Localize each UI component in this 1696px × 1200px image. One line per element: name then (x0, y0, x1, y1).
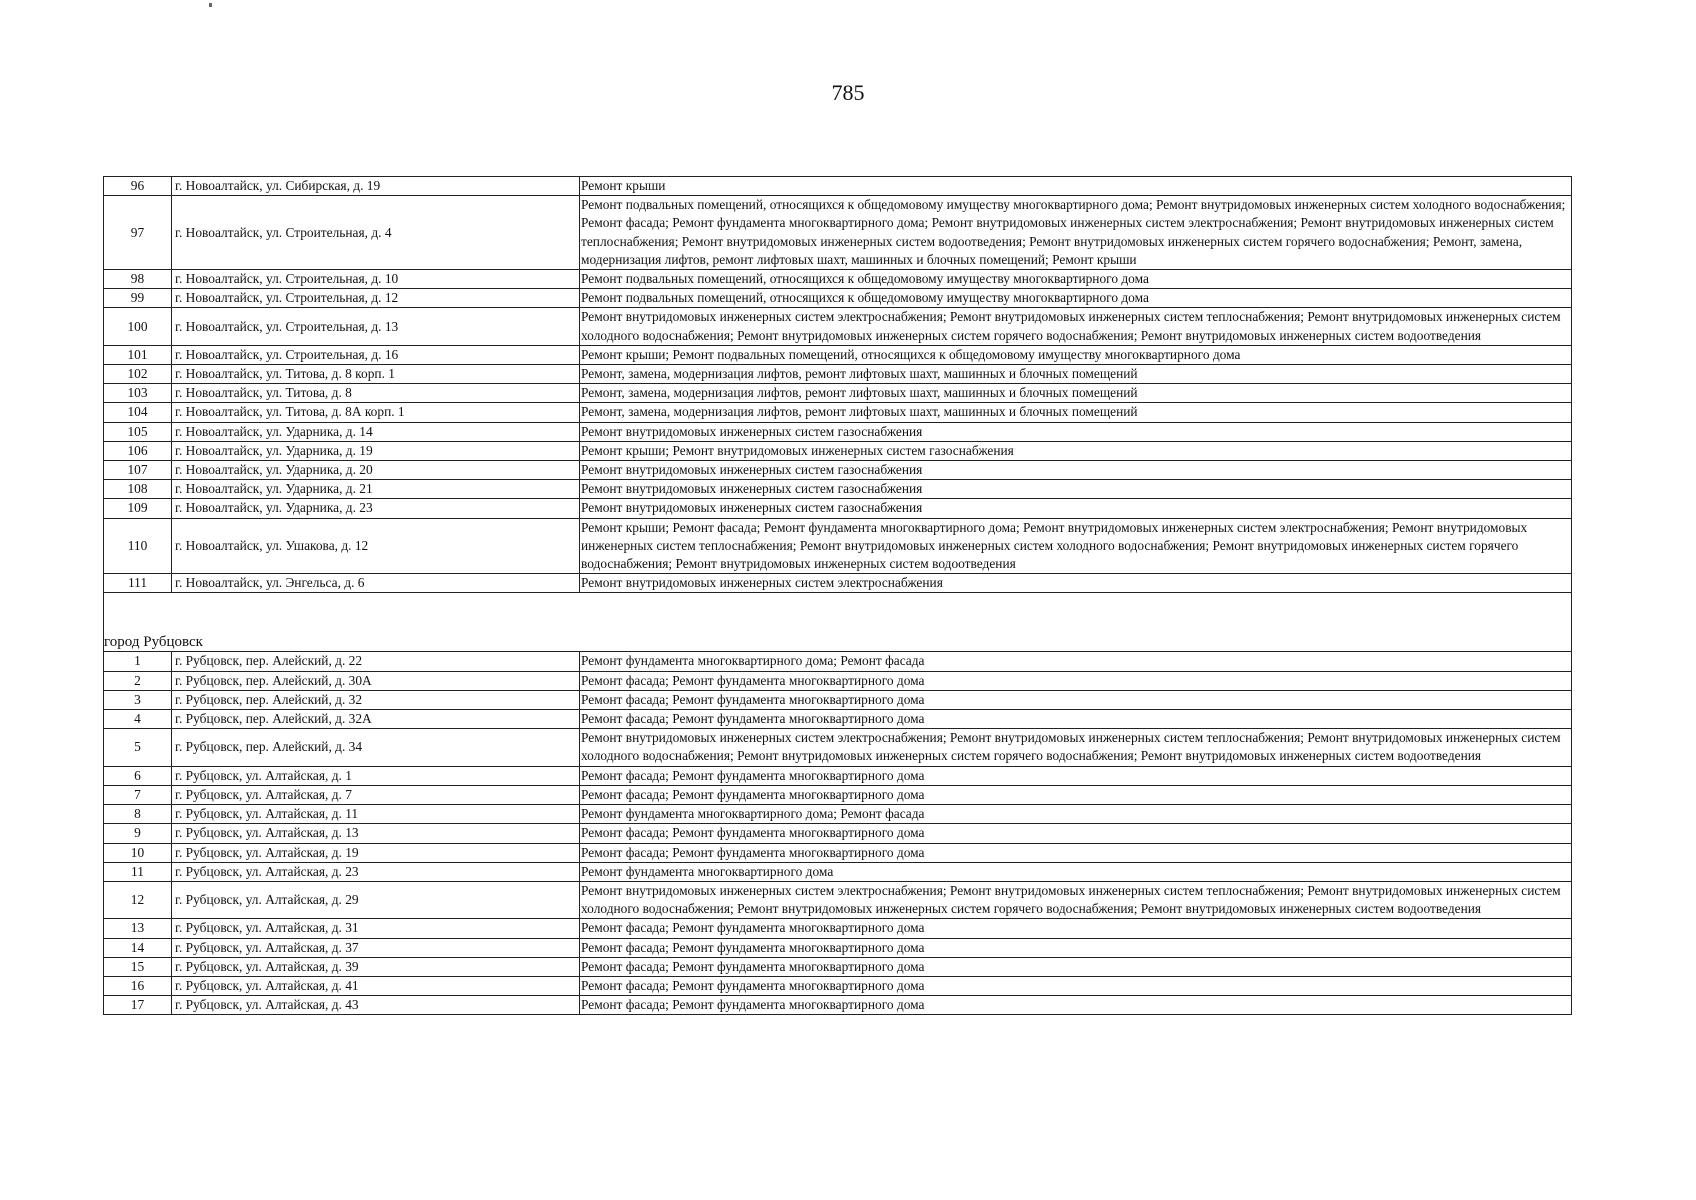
row-number: 97 (104, 196, 172, 270)
row-work-types: Ремонт, замена, модернизация лифтов, ремонт лифтовых шахт, машинных и блочных помещений (580, 365, 1572, 384)
table-row (104, 881, 1572, 918)
table-row (104, 824, 1572, 843)
row-address: г. Новоалтайск, ул. Энгельса, д. 6 (172, 574, 580, 593)
table-row (104, 403, 1572, 422)
row-work-types: Ремонт фасада; Ремонт фундамента многоквартирного дома (580, 938, 1572, 957)
table-row (104, 671, 1572, 690)
row-address: г. Новоалтайск, ул. Строительная, д. 13 (172, 308, 580, 345)
row-address: г. Рубцовск, ул. Алтайская, д. 41 (172, 976, 580, 995)
row-number: 8 (104, 805, 172, 824)
row-work-types: Ремонт фасада; Ремонт фундамента многоквартирного дома (580, 824, 1572, 843)
row-address: г. Рубцовск, ул. Алтайская, д. 31 (172, 919, 580, 938)
table-row (104, 365, 1572, 384)
table-row (104, 499, 1572, 518)
table-row (104, 996, 1572, 1015)
row-work-types: Ремонт фасада; Ремонт фундамента многоквартирного дома (580, 957, 1572, 976)
row-work-types: Ремонт крыши (580, 177, 1572, 196)
row-address: г. Рубцовск, ул. Алтайская, д. 19 (172, 843, 580, 862)
row-address: г. Рубцовск, пер. Алейский, д. 32 (172, 690, 580, 709)
row-work-types: Ремонт фундамента многоквартирного дома (580, 862, 1572, 881)
row-address: г. Новоалтайск, ул. Ушакова, д. 12 (172, 518, 580, 574)
scan-mark (209, 3, 212, 7)
row-work-types: Ремонт фасада; Ремонт фундамента многоквартирного дома (580, 976, 1572, 995)
row-work-types: Ремонт внутридомовых инженерных систем электроснабжения; Ремонт внутридомовых инженерных систем теплоснабжения; Ремонт внутридомовых инженерных систем холодного водоснабжения; Ремонт внутридомовых инженерных систем горячего водоснабжения; Ремонт внутридомовых инженерных систем водоотведения (580, 881, 1572, 918)
table-row (104, 690, 1572, 709)
row-number: 2 (104, 671, 172, 690)
table-row (104, 938, 1572, 957)
row-address: г. Новоалтайск, ул. Титова, д. 8 корп. 1 (172, 365, 580, 384)
table-row (104, 957, 1572, 976)
row-work-types: Ремонт фундамента многоквартирного дома; Ремонт фасада (580, 805, 1572, 824)
row-address: г. Новоалтайск, ул. Ударника, д. 21 (172, 480, 580, 499)
row-address: г. Рубцовск, ул. Алтайская, д. 1 (172, 766, 580, 785)
row-work-types: Ремонт внутридомовых инженерных систем газоснабжения (580, 499, 1572, 518)
row-address: г. Рубцовск, ул. Алтайская, д. 37 (172, 938, 580, 957)
row-address: г. Новоалтайск, ул. Ударника, д. 23 (172, 499, 580, 518)
row-number: 6 (104, 766, 172, 785)
row-number: 104 (104, 403, 172, 422)
row-address: г. Новоалтайск, ул. Строительная, д. 4 (172, 196, 580, 270)
row-number: 14 (104, 938, 172, 957)
row-address: г. Новоалтайск, ул. Ударника, д. 20 (172, 461, 580, 480)
table-row (104, 843, 1572, 862)
row-address: г. Новоалтайск, ул. Титова, д. 8А корп. 1 (172, 403, 580, 422)
table-row (104, 384, 1572, 403)
row-work-types: Ремонт внутридомовых инженерных систем газоснабжения (580, 422, 1572, 441)
section-block (104, 593, 1572, 652)
table-row (104, 785, 1572, 804)
table-row (104, 461, 1572, 480)
row-work-types: Ремонт, замена, модернизация лифтов, ремонт лифтовых шахт, машинных и блочных помещений (580, 403, 1572, 422)
table-row (104, 729, 1572, 766)
section-spacer-row (104, 593, 1572, 614)
row-address: г. Рубцовск, пер. Алейский, д. 30А (172, 671, 580, 690)
row-work-types: Ремонт фасада; Ремонт фундамента многоквартирного дома (580, 785, 1572, 804)
row-work-types: Ремонт фасада; Ремонт фундамента многоквартирного дома (580, 843, 1572, 862)
row-number: 105 (104, 422, 172, 441)
row-work-types: Ремонт подвальных помещений, относящихся к общедомовому имуществу многоквартирного дома (580, 270, 1572, 289)
row-number: 3 (104, 690, 172, 709)
row-number: 13 (104, 919, 172, 938)
row-number: 11 (104, 862, 172, 881)
row-number: 16 (104, 976, 172, 995)
row-number: 107 (104, 461, 172, 480)
row-number: 103 (104, 384, 172, 403)
row-work-types: Ремонт внутридомовых инженерных систем газоснабжения (580, 480, 1572, 499)
row-work-types: Ремонт внутридомовых инженерных систем электроснабжения (580, 574, 1572, 593)
table-row (104, 196, 1572, 270)
row-work-types: Ремонт подвальных помещений, относящихся к общедомовому имуществу многоквартирного дома; Ремонт внутридомовых инженерных систем холодного водоснабжения; Ремонт фасада; Ремонт фундамента многоквартирного дома; Ремонт внутридомовых инженерных систем электроснабжения; Ремонт внутридомовых инженерных систем теплоснабжения; Ремонт внутридомовых инженерных систем водоотведения; Ремонт внутридомовых инженерных систем горячего водоснабжения; Ремонт, замена, модернизация лифтов, ремонт лифтовых шахт, машинных и блочных помещений; Ремонт крыши (580, 196, 1572, 270)
row-number: 17 (104, 996, 172, 1015)
row-work-types: Ремонт внутридомовых инженерных систем электроснабжения; Ремонт внутридомовых инженерных систем теплоснабжения; Ремонт внутридомовых инженерных систем холодного водоснабжения; Ремонт внутридомовых инженерных систем горячего водоснабжения; Ремонт внутридомовых инженерных систем водоотведения (580, 729, 1572, 766)
row-address: г. Новоалтайск, ул. Титова, д. 8 (172, 384, 580, 403)
row-work-types: Ремонт фундамента многоквартирного дома; Ремонт фасада (580, 652, 1572, 671)
row-address: г. Рубцовск, пер. Алейский, д. 22 (172, 652, 580, 671)
row-number: 9 (104, 824, 172, 843)
row-address: г. Рубцовск, ул. Алтайская, д. 11 (172, 805, 580, 824)
row-address: г. Рубцовск, пер. Алейский, д. 32А (172, 710, 580, 729)
row-address: г. Новоалтайск, ул. Ударника, д. 14 (172, 422, 580, 441)
row-number: 5 (104, 729, 172, 766)
table-row (104, 289, 1572, 308)
row-number: 7 (104, 785, 172, 804)
row-number: 100 (104, 308, 172, 345)
row-work-types: Ремонт фасада; Ремонт фундамента многоквартирного дома (580, 996, 1572, 1015)
row-address: г. Новоалтайск, ул. Строительная, д. 12 (172, 289, 580, 308)
section-title: город Рубцовск (104, 613, 1572, 652)
row-address: г. Рубцовск, ул. Алтайская, д. 13 (172, 824, 580, 843)
row-number: 12 (104, 881, 172, 918)
table-group-rubtsovsk (104, 652, 1572, 1015)
row-address: г. Новоалтайск, ул. Ударника, д. 19 (172, 441, 580, 460)
table-row (104, 652, 1572, 671)
row-number: 111 (104, 574, 172, 593)
row-number: 10 (104, 843, 172, 862)
table-row (104, 574, 1572, 593)
row-work-types: Ремонт, замена, модернизация лифтов, ремонт лифтовых шахт, машинных и блочных помещений (580, 384, 1572, 403)
row-number: 15 (104, 957, 172, 976)
table-row (104, 422, 1572, 441)
row-number: 98 (104, 270, 172, 289)
row-address: г. Рубцовск, ул. Алтайская, д. 43 (172, 996, 580, 1015)
row-work-types: Ремонт подвальных помещений, относящихся к общедомовому имуществу многоквартирного дома (580, 289, 1572, 308)
row-work-types: Ремонт внутридомовых инженерных систем электроснабжения; Ремонт внутридомовых инженерных систем теплоснабжения; Ремонт внутридомовых инженерных систем холодного водоснабжения; Ремонт внутридомовых инженерных систем горячего водоснабжения; Ремонт внутридомовых инженерных систем водоотведения (580, 308, 1572, 345)
repair-table (103, 176, 1572, 1015)
table-row (104, 177, 1572, 196)
row-address: г. Новоалтайск, ул. Сибирская, д. 19 (172, 177, 580, 196)
row-number: 109 (104, 499, 172, 518)
table-row (104, 766, 1572, 785)
table-row (104, 862, 1572, 881)
row-number: 4 (104, 710, 172, 729)
row-work-types: Ремонт фасада; Ремонт фундамента многоквартирного дома (580, 671, 1572, 690)
row-number: 99 (104, 289, 172, 308)
row-number: 106 (104, 441, 172, 460)
row-address: г. Рубцовск, ул. Алтайская, д. 7 (172, 785, 580, 804)
section-header-row (104, 613, 1572, 652)
row-address: г. Новоалтайск, ул. Строительная, д. 10 (172, 270, 580, 289)
row-work-types: Ремонт крыши; Ремонт внутридомовых инженерных систем газоснабжения (580, 441, 1572, 460)
table-row (104, 345, 1572, 364)
row-number: 96 (104, 177, 172, 196)
row-number: 108 (104, 480, 172, 499)
row-address: г. Рубцовск, ул. Алтайская, д. 23 (172, 862, 580, 881)
row-work-types: Ремонт фасада; Ремонт фундамента многоквартирного дома (580, 690, 1572, 709)
row-address: г. Рубцовск, ул. Алтайская, д. 39 (172, 957, 580, 976)
table-row (104, 919, 1572, 938)
row-number: 1 (104, 652, 172, 671)
table-row (104, 710, 1572, 729)
row-work-types: Ремонт фасада; Ремонт фундамента многоквартирного дома (580, 766, 1572, 785)
table-group-novoaltaysk (104, 177, 1572, 593)
table-row (104, 270, 1572, 289)
row-work-types: Ремонт фасада; Ремонт фундамента многоквартирного дома (580, 919, 1572, 938)
page-number: 785 (831, 80, 865, 105)
row-work-types: Ремонт крыши; Ремонт подвальных помещений, относящихся к общедомовому имуществу многоквартирного дома (580, 345, 1572, 364)
table-row (104, 976, 1572, 995)
table-row (104, 480, 1572, 499)
row-number: 101 (104, 345, 172, 364)
row-work-types: Ремонт внутридомовых инженерных систем газоснабжения (580, 461, 1572, 480)
row-address: г. Рубцовск, пер. Алейский, д. 34 (172, 729, 580, 766)
row-address: г. Рубцовск, ул. Алтайская, д. 29 (172, 881, 580, 918)
table-row (104, 441, 1572, 460)
row-work-types: Ремонт крыши; Ремонт фасада; Ремонт фундамента многоквартирного дома; Ремонт внутридомовых инженерных систем электроснабжения; Ремонт внутридомовых инженерных систем теплоснабжения; Ремонт внутридомовых инженерных систем холодного водоснабжения; Ремонт внутридомовых инженерных систем горячего водоснабжения; Ремонт внутридомовых инженерных систем водоотведения (580, 518, 1572, 574)
table-row (104, 308, 1572, 345)
row-address: г. Новоалтайск, ул. Строительная, д. 16 (172, 345, 580, 364)
row-number: 110 (104, 518, 172, 574)
table-row (104, 518, 1572, 574)
row-work-types: Ремонт фасада; Ремонт фундамента многоквартирного дома (580, 710, 1572, 729)
table-row (104, 805, 1572, 824)
row-number: 102 (104, 365, 172, 384)
